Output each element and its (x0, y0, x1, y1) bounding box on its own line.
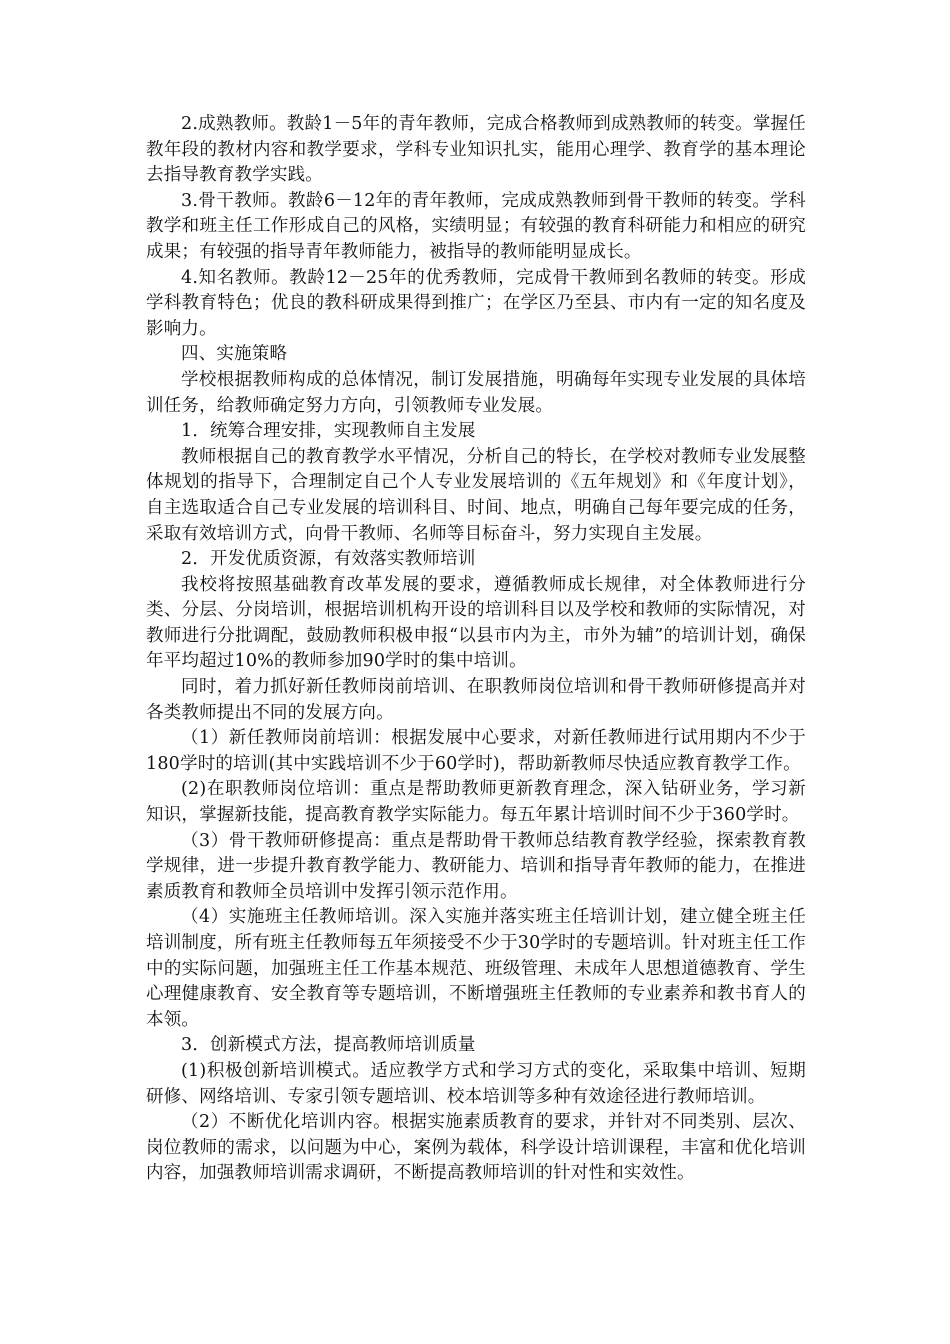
document-body (146, 112, 806, 1187)
paragraph-training-mode: (1)积极创新培训模式。适应教学方式和学习方式的变化，采取集中培训、短期研修、网络培训、专家引领专题培训、校本培训等多种有效途径进行教师培训。 (146, 1060, 806, 1107)
paragraph-training-plan: 我校将按照基础教育改革发展的要求，遵循教师成长规律，对全体教师进行分类、分层、分岗培训，根据培训机构开设的培训科目以及学校和教师的实际情况，对教师进行分批调配，鼓励教师积极申报“以县市内为主，市外为辅”的培训计划，确保年平均超过10%的教师参加90学时的集中培训。 (146, 574, 806, 672)
paragraph-famous-teacher: 4.知名教师。教龄12－25年的优秀教师，完成骨干教师到名教师的转变。形成学科教育特色；优良的教科研成果得到推广；在学区乃至县、市内有一定的知名度及影响力。 (146, 267, 806, 339)
subheading-self-development: 1．统筹合理安排，实现教师自主发展 (181, 421, 476, 442)
section-heading-strategy: 四、实施策略 (181, 344, 288, 365)
paragraph-class-teacher-training: （4）实施班主任教师培训。深入实施并落实班主任培训计划，建立健全班主任培训制度，所有班主任教师每五年须接受不少于30学时的专题培训。针对班主任工作中的实际问题，加强班主任工作基本规范、班级管理、未成年人思想道德教育、学生心理健康教育、安全教育等专题培训，不断增强班主任教师的专业素养和教书育人的本领。 (146, 907, 806, 1030)
paragraph-new-teacher-training: （1）新任教师岗前培训：根据发展中心要求，对新任教师进行试用期内不少于180学时的培训(其中实践培训不少于60学时)，帮助新教师尽快适应教育教学工作。 (146, 728, 806, 774)
paragraph-training-focus: 同时，着力抓好新任教师岗前培训、在职教师岗位培训和骨干教师研修提高并对各类教师提出不同的发展方向。 (146, 677, 806, 723)
paragraph-in-service-training: (2)在职教师岗位培训：重点是帮助教师更新教育理念，深入钻研业务，学习新知识，掌握新技能，提高教育教学实际能力。每五年累计培训时间不少于360学时。 (146, 779, 806, 826)
paragraph-backbone-teacher: 3.骨干教师。教龄6－12年的青年教师，完成成熟教师到骨干教师的转变。学科教学和班主任工作形成自己的风格，实绩明显；有较强的教育科研能力和相应的研究成果；有较强的指导青年教师能力，被指导的教师能明显成长。 (146, 190, 806, 262)
paragraph-strategy-intro: 学校根据教师构成的总体情况，制订发展措施，明确每年实现专业发展的具体培训任务，给教师确定努力方向，引领教师专业发展。 (146, 369, 806, 416)
subheading-innovation: 3．创新模式方法，提高教师培训质量 (181, 1035, 476, 1056)
paragraph-self-development: 教师根据自己的教育教学水平情况，分析自己的特长，在学校对教师专业发展整体规划的指导下，合理制定自己个人专业发展培训的《五年规划》和《年度计划》，自主选取适合自己专业发展的培训科目、时间、地点，明确自己每年要完成的任务，采取有效培训方式，向骨干教师、名师等目标奋斗，努力实现自主发展。 (146, 446, 806, 544)
paragraph-mature-teacher: 2.成熟教师。教龄1－5年的青年教师，完成合格教师到成熟教师的转变。掌握任教年段的教材内容和教学要求，学科专业知识扎实，能用心理学、教育学的基本理论去指导教育教学实践。 (146, 114, 806, 186)
subheading-quality-resources: 2．开发优质资源，有效落实教师培训 (181, 549, 476, 570)
paragraph-training-content: （2）不断优化培训内容。根据实施素质教育的要求，并针对不同类别、层次、岗位教师的需求，以问题为中心，案例为载体，科学设计培训课程，丰富和优化培训内容，加强教师培训需求调研，不断提高教师培训的针对性和实效性。 (146, 1112, 806, 1184)
paragraph-backbone-research: （3）骨干教师研修提高：重点是帮助骨干教师总结教育教学经验，探索教育教学规律，进一步提升教育教学能力、教研能力、培训和指导青年教师的能力，在推进素质教育和教师全员培训中发挥引领示范作用。 (146, 830, 806, 902)
